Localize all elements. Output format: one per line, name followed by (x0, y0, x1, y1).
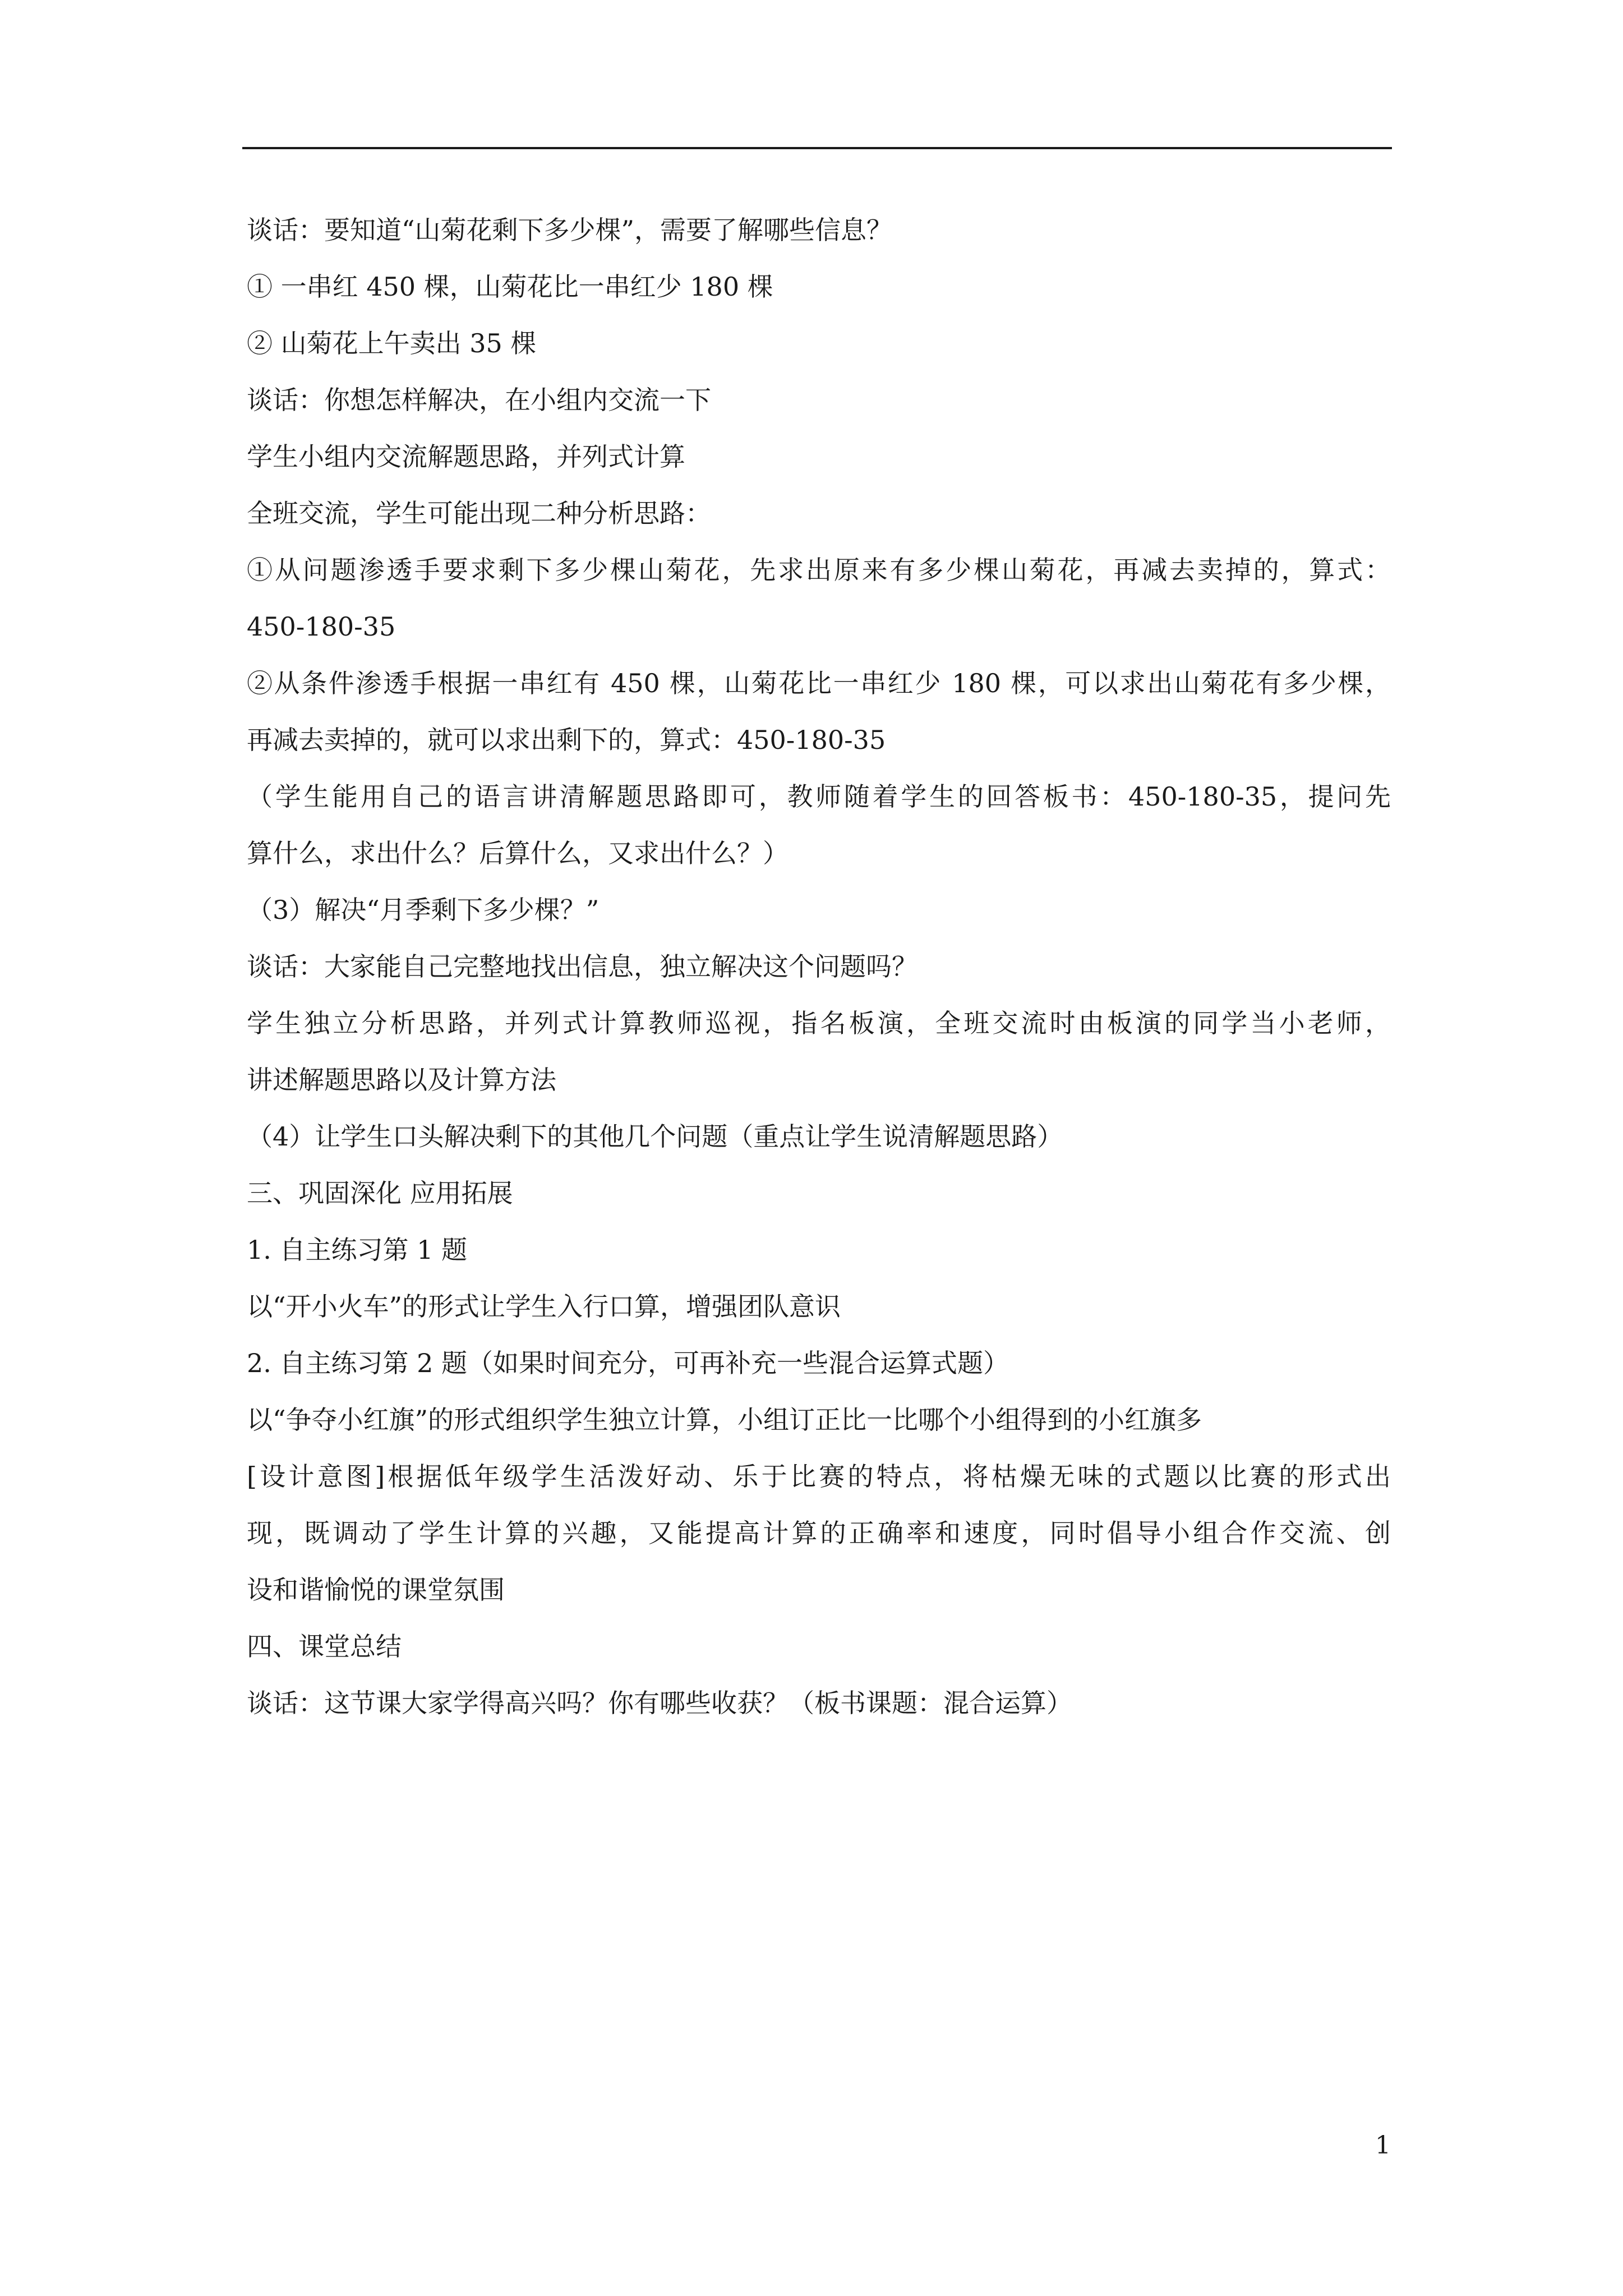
text-line-6: 全班交流，学生可能出现二种分析思路： (247, 498, 711, 528)
document-body (247, 202, 1391, 1732)
text-line-22: 以“争夺小红旗”的形式组织学生独立计算，小组订正比一比哪个小组得到的小红旗多 (247, 1405, 1202, 1435)
text-line-5: 学生小组内交流解题思路，并列式计算 (247, 441, 685, 472)
text-line-10: 再减去卖掉的，就可以求出剩下的，算式：450-180-35 (247, 725, 886, 755)
text-line-4: 谈话：你想怎样解决，在小组内交流一下 (247, 385, 711, 415)
text-line-3: ② 山菊花上午卖出 35 棵 (247, 328, 537, 358)
text-line-19: 1. 自主练习第 1 题 (247, 1235, 468, 1265)
text-line-8: 450-180-35 (247, 611, 396, 642)
text-line-27: 谈话：这节课大家学得高兴吗？你有哪些收获？（板书课题：混合运算） (247, 1688, 1072, 1718)
text-line-17: （4）让学生口头解决剩下的其他几个问题（重点让学生说清解题思路） (247, 1121, 1063, 1152)
text-line-14: 谈话：大家能自己完整地找出信息，独立解决这个问题吗？ (247, 951, 917, 982)
text-line-15: 学生独立分析思路，并列式计算教师巡视，指名板演，全班交流时由板演的同学当小老师， (247, 1008, 1391, 1038)
text-line-1: 谈话：要知道“山菊花剩下多少棵”，需要了解哪些信息？ (247, 215, 893, 245)
text-line-21: 2. 自主练习第 2 题（如果时间充分，可再补充一些混合运算式题） (247, 1348, 1009, 1378)
page-number: 1 (1375, 2131, 1391, 2160)
text-line-16: 讲述解题思路以及计算方法 (247, 1065, 556, 1095)
text-line-11: （学生能用自己的语言讲清解题思路即可，教师随着学生的回答板书：450-180-35，提问先 (247, 781, 1391, 812)
section-heading-4: 四、课堂总结 (247, 1631, 402, 1662)
text-line-20: 以“开小火车”的形式让学生入行口算，增强团队意识 (247, 1291, 841, 1322)
header-rule (242, 147, 1392, 149)
text-line-12: 算什么，求出什么？后算什么，又求出什么？） (247, 838, 789, 868)
section-heading-3: 三、巩固深化 应用拓展 (247, 1178, 513, 1208)
text-line-25: 设和谐愉悦的课堂氛围 (247, 1575, 505, 1605)
text-line-23: [设计意图]根据低年级学生活泼好动、乐于比赛的特点，将枯燥无味的式题以比赛的形式出 (247, 1461, 1391, 1492)
text-line-9: ②从条件渗透手根据一串红有 450 棵，山菊花比一串红少 180 棵，可以求出山菊花有多少棵， (247, 668, 1391, 698)
text-line-24: 现，既调动了学生计算的兴趣，又能提高计算的正确率和速度，同时倡导小组合作交流、创 (247, 1518, 1391, 1548)
text-line-13: （3）解决“月季剩下多少棵？” (247, 895, 600, 925)
text-line-2: ① 一串红 450 棵，山菊花比一串红少 180 棵 (247, 272, 773, 302)
text-line-7: ①从问题渗透手要求剩下多少棵山菊花，先求出原来有多少棵山菊花，再减去卖掉的，算式： (247, 555, 1391, 585)
